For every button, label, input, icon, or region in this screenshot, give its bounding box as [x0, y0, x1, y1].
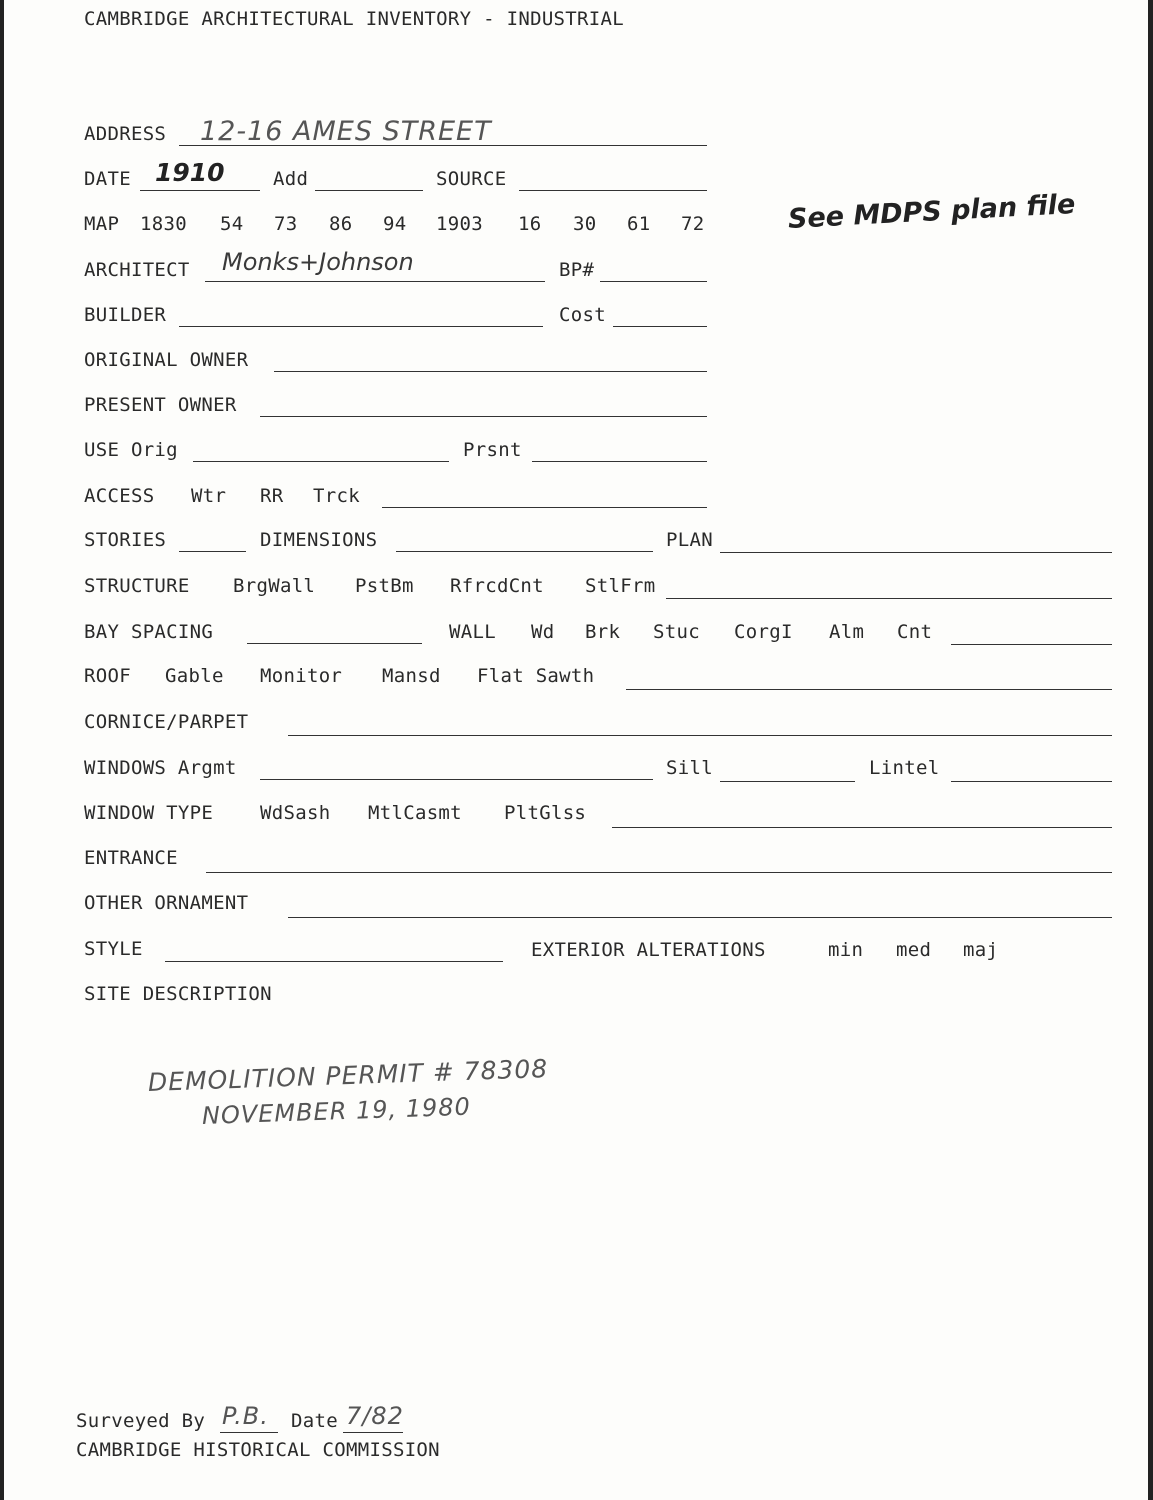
- original-owner-label: ORIGINAL OWNER: [84, 349, 249, 371]
- surveyed-by-line: [220, 1432, 278, 1433]
- map-year: 61: [627, 213, 651, 235]
- stories-line: [179, 551, 246, 552]
- access-trck: Trck: [313, 485, 360, 507]
- window-type-pltglss: PltGlss: [504, 802, 587, 824]
- commission-name: CAMBRIDGE HISTORICAL COMMISSION: [76, 1439, 440, 1461]
- structure-rfrcdcnt: RfrcdCnt: [450, 575, 544, 597]
- window-type-line: [612, 827, 1112, 828]
- style-label: STYLE: [84, 938, 143, 960]
- cornice-label: CORNICE/PARPET: [84, 711, 249, 733]
- sill-label: Sill: [666, 757, 713, 779]
- map-year: 86: [329, 213, 353, 235]
- roof-monitor: Monitor: [260, 665, 343, 687]
- use-prsnt-label: Prsnt: [463, 439, 522, 461]
- map-year: 16: [518, 213, 542, 235]
- entrance-label: ENTRANCE: [84, 847, 178, 869]
- wall-alm: Alm: [829, 621, 865, 643]
- map-year: 1830: [140, 213, 187, 235]
- other-ornament-label: OTHER ORNAMENT: [84, 892, 249, 914]
- access-wtr: Wtr: [191, 485, 227, 507]
- builder-label: BUILDER: [84, 304, 167, 326]
- present-owner-label: PRESENT OWNER: [84, 394, 237, 416]
- alteration-maj: maj: [963, 939, 999, 961]
- bp-label: BP#: [559, 259, 595, 281]
- map-year: 73: [274, 213, 298, 235]
- access-line: [382, 507, 707, 508]
- stories-label: STORIES: [84, 529, 167, 551]
- map-year: 1903: [436, 213, 483, 235]
- wall-stuc: Stuc: [653, 621, 700, 643]
- structure-brgwall: BrgWall: [233, 575, 316, 597]
- bay-spacing-label: BAY SPACING: [84, 621, 214, 643]
- access-label: ACCESS: [84, 485, 155, 507]
- plan-label: PLAN: [666, 529, 713, 551]
- cost-line: [613, 326, 707, 327]
- wall-line: [951, 644, 1112, 645]
- alteration-med: med: [896, 939, 932, 961]
- windows-argmt-label: WINDOWS Argmt: [84, 757, 237, 779]
- other-ornament-line: [288, 917, 1112, 918]
- use-orig-line: [193, 461, 449, 462]
- plan-line: [720, 552, 1112, 553]
- source-line: [519, 190, 707, 191]
- roof-line: [626, 689, 1112, 690]
- original-owner-line: [274, 371, 707, 372]
- style-line: [165, 961, 503, 962]
- site-description-label: SITE DESCRIPTION: [84, 983, 272, 1005]
- wall-corgi: CorgI: [734, 621, 793, 643]
- survey-date-label: Date: [291, 1410, 338, 1432]
- add-label: Add: [273, 168, 309, 190]
- map-year: 94: [383, 213, 407, 235]
- architect-label: ARCHITECT: [84, 259, 190, 281]
- builder-line: [179, 326, 543, 327]
- form-title: CAMBRIDGE ARCHITECTURAL INVENTORY - INDUSTRIAL: [84, 8, 624, 30]
- roof-gable: Gable: [165, 665, 224, 687]
- architect-value: Monks+Johnson: [222, 248, 414, 276]
- structure-stlfrm: StlFrm: [585, 575, 656, 597]
- source-label: SOURCE: [436, 168, 507, 190]
- access-rr: RR: [260, 485, 284, 507]
- window-type-mtlcasmt: MtlCasmt: [368, 802, 462, 824]
- date-value: 1910: [155, 158, 225, 187]
- map-label: MAP: [84, 213, 120, 235]
- entrance-line: [206, 872, 1112, 873]
- structure-pstbm: PstBm: [355, 575, 414, 597]
- survey-date-value: 7/82: [346, 1402, 404, 1430]
- windows-argmt-line: [260, 779, 653, 780]
- lintel-label: Lintel: [869, 757, 940, 779]
- use-prsnt-line: [532, 461, 707, 462]
- demolition-date-note: NOVEMBER 19, 1980: [201, 1092, 472, 1130]
- map-year: 72: [681, 213, 705, 235]
- surveyed-by-label: Surveyed By: [76, 1410, 206, 1432]
- date-line: [140, 190, 260, 191]
- address-label: ADDRESS: [84, 123, 167, 145]
- dimensions-line: [396, 551, 653, 552]
- window-type-wdsash: WdSash: [260, 802, 331, 824]
- lintel-line: [951, 781, 1112, 782]
- present-owner-line: [260, 416, 707, 417]
- demolition-permit-note: DEMOLITION PERMIT # 78308: [147, 1054, 549, 1097]
- cornice-line: [288, 735, 1112, 736]
- roof-flat-sawth: Flat Sawth: [477, 665, 595, 687]
- date-label: DATE: [84, 168, 131, 190]
- roof-label: ROOF: [84, 665, 131, 687]
- wall-cnt: Cnt: [897, 621, 933, 643]
- wall-label: WALL: [449, 621, 496, 643]
- add-line: [315, 190, 423, 191]
- map-year: 30: [573, 213, 597, 235]
- address-value: 12-16 AMES STREET: [200, 116, 492, 147]
- bay-spacing-line: [247, 643, 422, 644]
- use-orig-label: USE Orig: [84, 439, 178, 461]
- scan-edge-left: [0, 0, 4, 1500]
- exterior-alterations-label: EXTERIOR ALTERATIONS: [531, 939, 766, 961]
- cost-label: Cost: [559, 304, 606, 326]
- sill-line: [720, 781, 855, 782]
- see-mdps-note: See MDPS plan file: [787, 188, 1077, 235]
- structure-line: [666, 598, 1112, 599]
- dimensions-label: DIMENSIONS: [260, 529, 378, 551]
- alteration-min: min: [828, 939, 864, 961]
- scan-edge-right: [1148, 0, 1153, 1500]
- map-year: 54: [220, 213, 244, 235]
- survey-date-line: [343, 1432, 403, 1433]
- window-type-label: WINDOW TYPE: [84, 802, 214, 824]
- bp-line: [600, 281, 707, 282]
- surveyed-by-value: P.B.: [222, 1402, 269, 1430]
- wall-brk: Brk: [585, 621, 621, 643]
- structure-label: STRUCTURE: [84, 575, 190, 597]
- architect-line: [205, 281, 545, 282]
- roof-mansd: Mansd: [382, 665, 441, 687]
- wall-wd: Wd: [531, 621, 555, 643]
